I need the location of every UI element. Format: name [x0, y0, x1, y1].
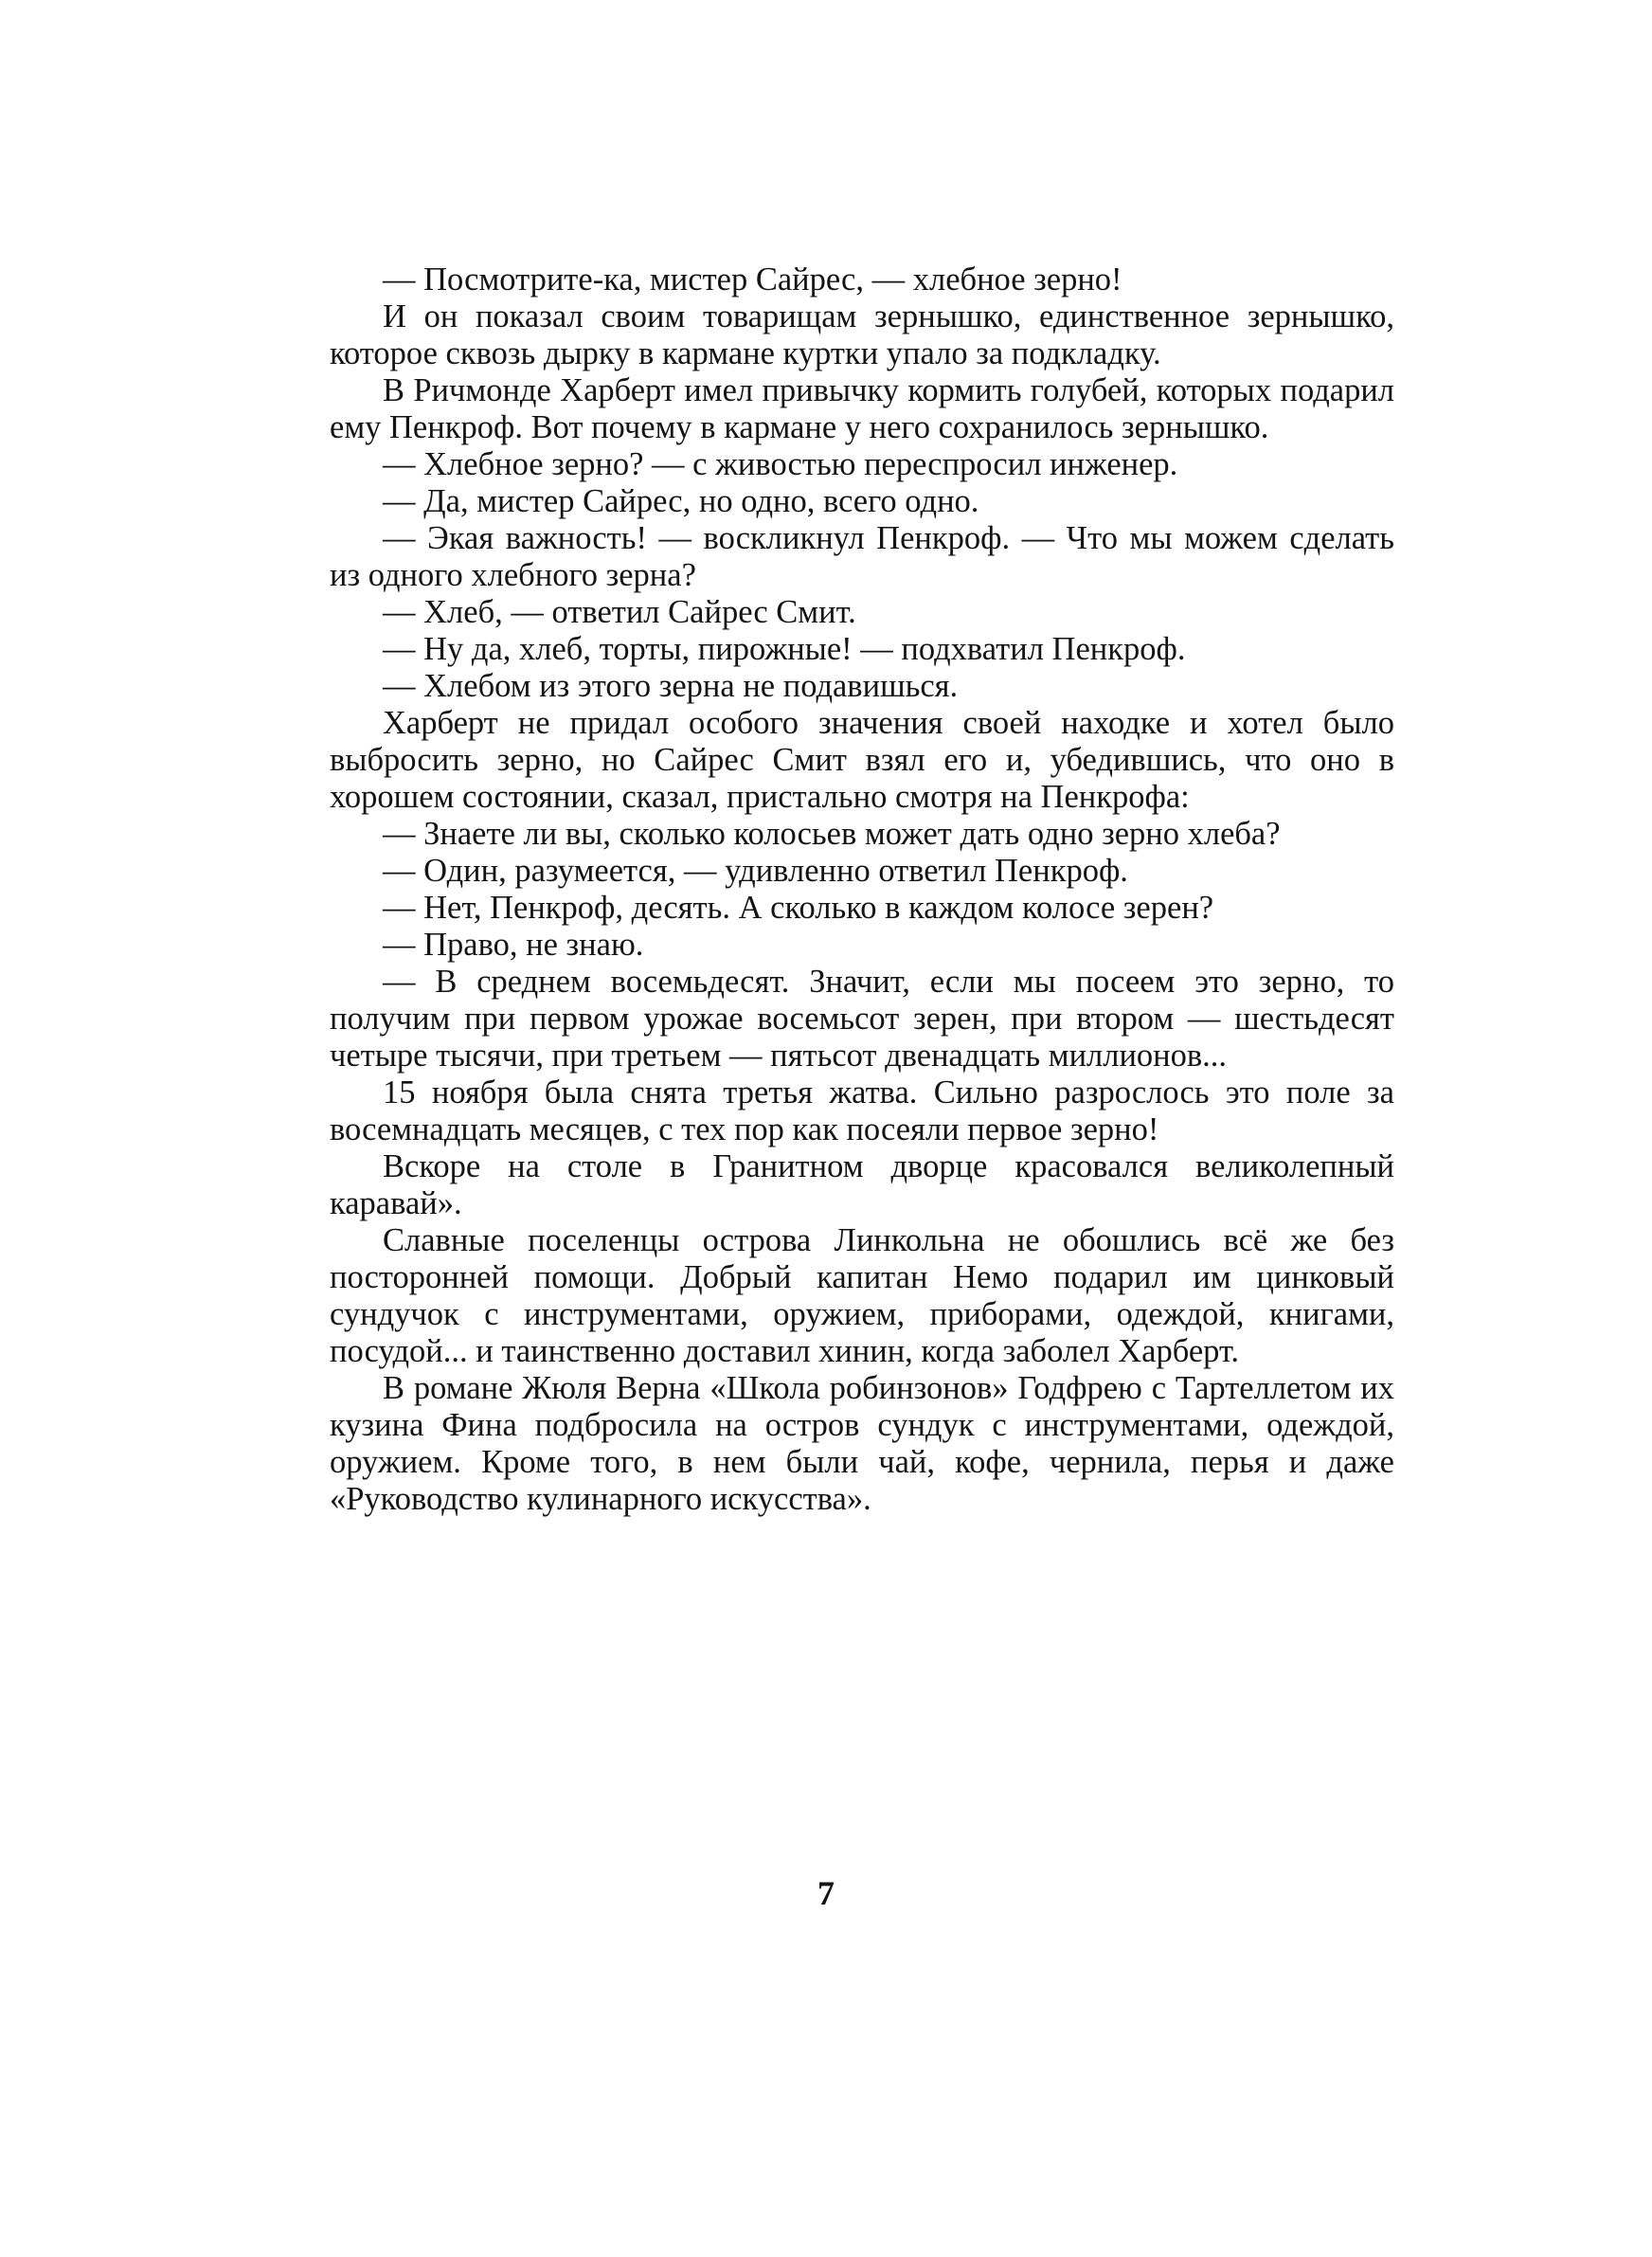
page-number: 7	[817, 1874, 835, 1912]
paragraph: — Хлеб, — ответил Сайрес Смит.	[383, 594, 856, 630]
paragraph: — В среднем восемьдесят. Значит, если мы посеем это зерно, то получим при первом урожае восемьсот зерен, при втором — шестьдесят четыре тысячи, при третьем — пятьсот двенадцать миллионов...	[330, 964, 1394, 1074]
paragraph: — Хлебное зерно? — с живостью переспросил инженер.	[383, 446, 1178, 482]
paragraph: — Посмотрите-ка, мистер Сайрес, — хлебное зерно!	[383, 262, 1122, 298]
paragraph: — Да, мистер Сайрес, но одно, всего одно.	[383, 483, 979, 519]
page-body	[330, 262, 1394, 1518]
paragraph: 15 ноября была снята третья жатва. Сильно разрослось это поле за восемнадцать месяцев, с тех пор как посеяли первое зерно!	[330, 1074, 1394, 1147]
paragraph: — Ну да, хлеб, торты, пирожные! — подхватил Пенкроф.	[383, 631, 1186, 667]
paragraph: — Хлебом из этого зерна не подавишься.	[383, 668, 959, 704]
paragraph: — Знаете ли вы, сколько колосьев может дать одно зерно хлеба?	[383, 816, 1281, 852]
paragraph: Славные поселенцы острова Линкольна не обошлись всё же без посторонней помощи. Добрый капитан Немо подарил им цинковый сундучок с инструментами, оружием, приборами, одеждой, книгами, посудой... и таинственно доставил хинин, когда заболел Харберт.	[330, 1222, 1394, 1369]
paragraph: Харберт не придал особого значения своей находке и хотел было выбросить зерно, но Сайрес Смит взял его и, убедившись, что оно в хорошем состоянии, сказал, пристально смотря на Пенкрофа:	[330, 705, 1394, 815]
paragraph: — Право, не знаю.	[383, 927, 644, 963]
paragraph: — Экая важность! — воскликнул Пенкроф. — Что мы можем сделать из одного хлебного зерна?	[330, 520, 1394, 593]
paragraph: — Нет, Пенкроф, десять. А сколько в каждом колосе зерен?	[383, 890, 1214, 926]
paragraph: В Ричмонде Харберт имел привычку кормить голубей, которых подарил ему Пенкроф. Вот почему в кармане у него сохранилось зернышко.	[330, 372, 1394, 445]
paragraph: В романе Жюля Верна «Школа робинзонов» Годфрею с Тартеллетом их кузина Фина подбросила на остров сундук с инструментами, одеждой, оружием. Кроме того, в нем были чай, кофе, чернила, перья и даже «Руководство кулинарного искусства».	[330, 1370, 1394, 1517]
paragraph: — Один, разумеется, — удивленно ответил Пенкроф.	[383, 853, 1128, 889]
paragraph: И он показал своим товарищам зернышко, единственное зернышко, которое сквозь дырку в кармане куртки упало за подкладку.	[330, 298, 1394, 371]
paragraph: Вскоре на столе в Гранитном дворце красовался великолепный каравай».	[330, 1148, 1394, 1221]
